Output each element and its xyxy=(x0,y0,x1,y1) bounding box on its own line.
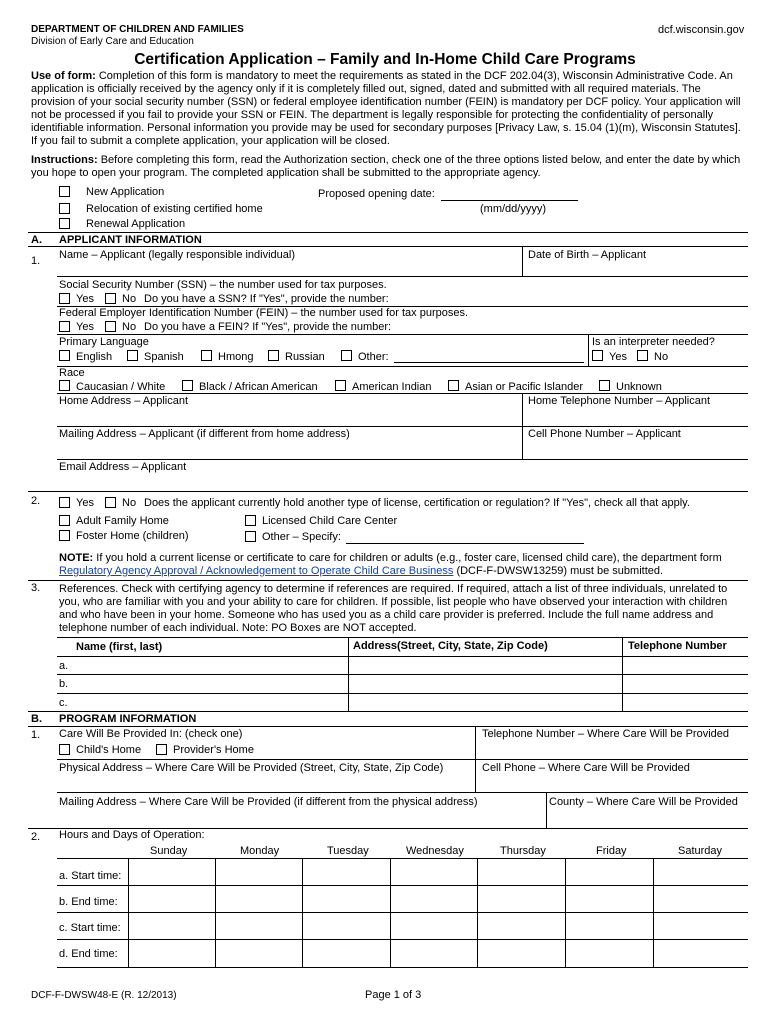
divider xyxy=(522,246,523,276)
race-american-indian-checkbox[interactable] xyxy=(335,380,346,391)
childs-home-checkbox[interactable] xyxy=(59,744,70,755)
divider xyxy=(57,393,748,394)
ref-row-label: a. xyxy=(59,660,69,672)
fein-no-checkbox[interactable] xyxy=(105,321,116,332)
new-application-checkbox[interactable] xyxy=(59,186,70,197)
section-b-letter: B. xyxy=(31,713,42,725)
providers-home-checkbox[interactable] xyxy=(156,744,167,755)
home-phone-field[interactable]: Home Telephone Number – Applicant xyxy=(528,395,711,407)
other-license-checkbox[interactable] xyxy=(245,531,256,542)
divider xyxy=(28,246,748,247)
interpreter-label: Is an interpreter needed? xyxy=(592,336,715,348)
day-header: Thursday xyxy=(500,845,546,857)
race-option: American Indian xyxy=(352,381,432,393)
ssn-yes-label: Yes xyxy=(76,293,94,305)
page-number: Page 1 of 3 xyxy=(365,989,422,1001)
opening-date-input[interactable] xyxy=(441,200,578,201)
day-header: Friday xyxy=(596,845,627,857)
renewal-label: Renewal Application xyxy=(86,218,186,230)
day-header: Wednesday xyxy=(406,845,464,857)
race-black-checkbox[interactable] xyxy=(182,380,193,391)
dob-field[interactable]: Date of Birth – Applicant xyxy=(528,249,647,261)
form-id: DCF-F-DWSW48-E (R. 12/2013) xyxy=(31,990,177,1001)
interpreter-no-checkbox[interactable] xyxy=(637,350,648,361)
renewal-checkbox[interactable] xyxy=(59,218,70,229)
time-row-label: d. End time: xyxy=(59,948,118,960)
physical-address-field[interactable]: Physical Address – Where Care Will be Provided (Street, City, State, Zip Code) xyxy=(59,762,444,774)
applicant-name-field[interactable]: Name – Applicant (legally responsible individual) xyxy=(59,249,296,261)
divider xyxy=(57,939,748,940)
language-option: Russian xyxy=(285,351,325,363)
divider xyxy=(57,693,748,694)
divider xyxy=(28,711,748,712)
instructions: Instructions: Before completing this form, read the Authorization section, check one of the three options listed below, and enter the date by which you hope to open your program. The completed application shall be submitted to the appropriate agency. xyxy=(31,154,741,179)
divider xyxy=(28,580,748,581)
divider xyxy=(57,366,748,367)
item-number: 1. xyxy=(31,729,41,741)
race-white-checkbox[interactable] xyxy=(59,380,70,391)
license-yes-checkbox[interactable] xyxy=(59,497,70,508)
ref-row-label: b. xyxy=(59,678,69,690)
divider xyxy=(28,232,748,233)
regulatory-approval-link[interactable]: Regulatory Agency Approval / Acknowledgement to Operate Child Care Business xyxy=(59,565,454,577)
fein-yes-checkbox[interactable] xyxy=(59,321,70,332)
use-of-form: Use of form: Completion of this form is mandatory to meet the requirements as stated in the DCF 202.04(3), Wisconsin Administrative Code. An application is officially received by the agency only if it is completely filled out, signed, dated and submitted with all required materials. The provision of your social security number (SSN) or federal employee identification number (FEIN) is mandatory per DCF policy. Your application will not be processed if you fail to provide your SSN or FEIN. The department is legally responsible for protecting the confidentiality of personally identifiable information. Personal information you provide may be used for secondary purposes [Privacy Law, s. 15.04 (1)(m), Wisconsin Statutes]. If you fail to submit a complete application, your application will be closed. xyxy=(31,70,741,147)
adult-family-label: Adult Family Home xyxy=(76,515,169,527)
relocation-checkbox[interactable] xyxy=(59,203,70,214)
item-number: 2. xyxy=(31,495,41,507)
divider xyxy=(28,491,748,492)
time-row-label: a. Start time: xyxy=(59,870,122,882)
other-language-input[interactable] xyxy=(394,362,584,363)
divider xyxy=(57,674,748,675)
date-format-hint: (mm/dd/yyyy) xyxy=(480,203,546,215)
spanish-checkbox[interactable] xyxy=(127,350,138,361)
divider xyxy=(57,426,748,427)
divider xyxy=(57,759,748,760)
ssn-label: Social Security Number (SSN) – the number used for tax purposes. xyxy=(59,279,387,291)
ssn-yes-checkbox[interactable] xyxy=(59,293,70,304)
item-number: 1. xyxy=(31,255,41,267)
divider xyxy=(57,656,748,657)
references-text: References. Check with certifying agency to determine if references are required. If required, attach a list of three individuals, unrelated to you, who are familiar with you and your ability to care for children. If possible, list people who have observed your interaction with children and who have been in your home. Someone who has used you as a child care provider is preferred. Include the full name address and telephone number of each individual. Note: PO Boxes are NOT accepted. xyxy=(59,583,728,634)
section-b-title: PROGRAM INFORMATION xyxy=(59,713,197,725)
section-a-title: APPLICANT INFORMATION xyxy=(59,234,202,246)
cell-phone-field[interactable]: Cell Phone Number – Applicant xyxy=(528,428,681,440)
race-asian-checkbox[interactable] xyxy=(448,380,459,391)
english-checkbox[interactable] xyxy=(59,350,70,361)
relocation-label: Relocation of existing certified home xyxy=(86,203,263,215)
hmong-checkbox[interactable] xyxy=(201,350,212,361)
note-link-line: Regulatory Agency Approval / Acknowledgement to Operate Child Care Business (DCF-F-DWSW13259) must be submitted. xyxy=(59,565,664,577)
fein-yes-label: Yes xyxy=(76,321,94,333)
interpreter-yes-label: Yes xyxy=(609,351,627,363)
fein-question: Do you have a FEIN? If "Yes", provide the number: xyxy=(144,321,392,333)
race-option: Caucasian / White xyxy=(76,381,166,393)
fein-no-label: No xyxy=(122,321,137,333)
divider xyxy=(57,912,748,913)
care-phone-field[interactable]: Telephone Number – Where Care Will be Provided xyxy=(482,728,730,740)
divider xyxy=(57,334,748,335)
license-question: Does the applicant currently hold another type of license, certification or regulation? If "Yes", check all that apply. xyxy=(144,497,690,509)
email-field[interactable]: Email Address – Applicant xyxy=(59,461,187,473)
time-row-label: c. Start time: xyxy=(59,922,121,934)
care-mailing-field[interactable]: Mailing Address – Where Care Will be Provided (if different from the physical address) xyxy=(59,796,478,808)
mailing-address-field[interactable]: Mailing Address – Applicant (if different from home address) xyxy=(59,428,350,440)
care-cell-field[interactable]: Cell Phone – Where Care Will be Provided xyxy=(482,762,690,774)
russian-checkbox[interactable] xyxy=(268,350,279,361)
divider xyxy=(57,637,748,638)
divider xyxy=(546,792,547,828)
race-option: Black / African American xyxy=(199,381,318,393)
licensed-cc-label: Licensed Child Care Center xyxy=(262,515,398,527)
race-label: Race xyxy=(59,367,85,379)
adult-family-checkbox[interactable] xyxy=(59,515,70,526)
ssn-no-checkbox[interactable] xyxy=(105,293,116,304)
county-field[interactable]: County – Where Care Will be Provided xyxy=(549,796,738,808)
day-header: Monday xyxy=(240,845,280,857)
divider xyxy=(57,276,748,277)
ref-header-name: Name (first, last) xyxy=(76,641,163,653)
language-option: Spanish xyxy=(144,351,184,363)
license-yes-label: Yes xyxy=(76,497,94,509)
hours-label: Hours and Days of Operation: xyxy=(59,829,205,841)
foster-checkbox[interactable] xyxy=(59,530,70,541)
race-option: Unknown xyxy=(616,381,662,393)
care-location-label: Care Will Be Provided In: (check one) xyxy=(59,728,243,740)
ref-header-address: Address(Street, City, State, Zip Code) xyxy=(353,640,548,652)
childs-home-label: Child's Home xyxy=(76,744,142,756)
ref-header-phone: Telephone Number xyxy=(628,640,727,652)
interpreter-no-label: No xyxy=(654,351,669,363)
license-no-checkbox[interactable] xyxy=(105,497,116,508)
divider xyxy=(57,967,748,968)
race-unknown-checkbox[interactable] xyxy=(599,380,610,391)
other-language-checkbox[interactable] xyxy=(341,350,352,361)
foster-label: Foster Home (children) xyxy=(76,530,189,542)
time-row-label: b. End time: xyxy=(59,896,118,908)
department-name: DEPARTMENT OF CHILDREN AND FAMILIES xyxy=(31,24,244,35)
license-no-label: No xyxy=(122,497,137,509)
divider xyxy=(588,334,589,366)
day-header: Tuesday xyxy=(327,845,369,857)
divider xyxy=(28,726,748,727)
providers-home-label: Provider's Home xyxy=(173,744,254,756)
division-name: Division of Early Care and Education xyxy=(31,36,194,47)
item-number: 2. xyxy=(31,831,41,843)
opening-date-label: Proposed opening date: xyxy=(318,188,435,200)
section-a-letter: A. xyxy=(31,234,42,246)
website: dcf.wisconsin.gov xyxy=(658,24,745,36)
language-option: Other: xyxy=(358,351,389,363)
home-address-field[interactable]: Home Address – Applicant xyxy=(59,395,189,407)
language-label: Primary Language xyxy=(59,336,149,348)
ssn-question: Do you have a SSN? If "Yes", provide the number: xyxy=(144,293,389,305)
other-license-input[interactable] xyxy=(346,543,584,544)
race-option: Asian or Pacific Islander xyxy=(465,381,583,393)
ssn-no-label: No xyxy=(122,293,137,305)
item-number: 3. xyxy=(31,582,41,594)
licensed-cc-checkbox[interactable] xyxy=(245,515,256,526)
new-application-label: New Application xyxy=(86,186,165,198)
divider xyxy=(57,792,748,793)
divider xyxy=(57,459,748,460)
fein-label: Federal Employer Identification Number (FEIN) – the number used for tax purposes. xyxy=(59,307,469,319)
day-header: Saturday xyxy=(678,845,723,857)
divider xyxy=(57,858,748,859)
interpreter-yes-checkbox[interactable] xyxy=(592,350,603,361)
form-title: Certification Application – Family and In-Home Child Care Programs xyxy=(134,51,636,68)
note: NOTE: If you hold a current license or certificate to care for children or adults (e.g., foster care, licensed child care), the department form xyxy=(59,552,722,564)
language-option: English xyxy=(76,351,113,363)
divider xyxy=(57,885,748,886)
ref-row-label: c. xyxy=(59,697,68,709)
language-option: Hmong xyxy=(218,351,254,363)
day-header: Sunday xyxy=(150,845,188,857)
other-license-label: Other – Specify: xyxy=(262,531,341,543)
